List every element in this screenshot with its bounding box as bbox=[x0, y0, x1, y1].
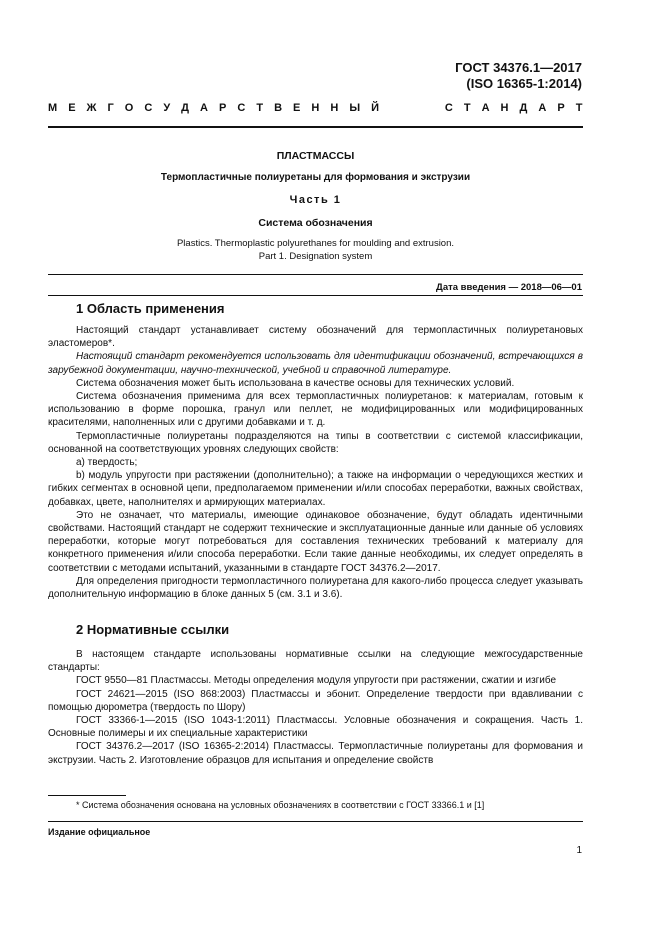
category-letter: Р bbox=[219, 102, 227, 114]
paragraph: Настоящий стандарт рекомендуется использовать для идентификации обозначений, встречающихся в зарубежной документации, научно-технической, учебной и справочной литературе. bbox=[48, 351, 583, 376]
category-letter: М bbox=[48, 102, 58, 114]
footnote: * Система обозначения основана на условных обозначениях в соответствии с ГОСТ 33366.1 и [1] bbox=[76, 800, 485, 810]
reference-item: ГОСТ 34376.2—2017 (ISO 16365-2:2014) Пластмассы. Термопластичные полиуретаны для формования и экструзии. Часть 2. Изготовление образцов для испытания и определение свойств bbox=[48, 741, 583, 766]
paragraph: b) модуль упругости при растяжении (дополнительно); а также на информации о чередующихся жестких и гибких сегментах в основной цепи, предполагаемом применении и/или способах переработки, важных свойствах, добавках, цвете, наполнителях и армирующих материалах. bbox=[48, 470, 583, 508]
reference-item: ГОСТ 9550—81 Пластмассы. Методы определения модуля упругости при растяжении, сжатии и изгибе bbox=[76, 675, 557, 687]
intro-date: Дата введения — 2018—06—01 bbox=[436, 282, 582, 293]
paragraph: Для определения пригодности термопластичного полиуретана для какого-либо процесса следует указывать дополнительную информацию в блоке данных 5 (см. 3.1 и 3.6). bbox=[48, 575, 583, 601]
standard-code bbox=[455, 60, 582, 92]
category-letter: Р bbox=[557, 102, 565, 114]
page-number: 1 bbox=[576, 845, 582, 856]
standard-category bbox=[48, 102, 583, 114]
section-heading: 1 Область применения bbox=[76, 301, 225, 316]
category-letter: Н bbox=[500, 102, 509, 114]
category-letter: Е bbox=[68, 102, 76, 114]
category-letter: С bbox=[444, 102, 454, 114]
paragraph: Термопластичные полиуретаны подразделяются на типы в соответствии с системой классификации, основанной на соответствующих уровнях следующих свойств: bbox=[48, 430, 583, 455]
date-divider bbox=[48, 295, 583, 296]
category-letter: В bbox=[274, 102, 283, 114]
section-body bbox=[48, 648, 583, 767]
category-letter: Н bbox=[330, 102, 339, 114]
category-letter: С bbox=[237, 102, 246, 114]
doc-part-title: Система обозначения bbox=[258, 217, 373, 229]
english-title-line: Part 1. Designation system bbox=[258, 251, 373, 262]
standard-code-iso: (ISO 16365-1:2014) bbox=[466, 76, 582, 91]
doc-english-title bbox=[48, 237, 583, 263]
paragraph: а) твердость; bbox=[76, 457, 138, 469]
paragraph: Настоящий стандарт устанавливает систему обозначений для термопластичных полиуретановых эластомеров*. bbox=[48, 325, 583, 350]
footnote-rule bbox=[48, 795, 126, 796]
category-letter: Д bbox=[181, 102, 190, 114]
category-letter: Ы bbox=[349, 102, 361, 114]
section-heading: 2 Нормативные ссылки bbox=[76, 622, 230, 637]
paragraph: Это не означает, что материалы, имеющие одинаковое обозначение, будут обладать идентичными свойствами. Настоящий стандарт не содержит технические и эксплуатационные данные или данные об условиях переработки, которые могут потребоваться для составления технических требований к материалу для конкретного применения и/или способа переработки. Если такие данные необходимы, их следует определять в соответствии с методами испытаний, указанными в стандарте ГОСТ 34376.2—2017. bbox=[48, 509, 583, 574]
edition-label: Издание официальное bbox=[48, 827, 151, 837]
category-letter: Ж bbox=[86, 102, 97, 114]
paragraph: Система обозначения может быть использована в качестве основы для технических условий. bbox=[76, 377, 515, 389]
category-letter: Д bbox=[519, 102, 528, 114]
doc-part: Часть 1 bbox=[289, 194, 342, 206]
category-letter: А bbox=[481, 102, 490, 114]
category-letter: Н bbox=[311, 102, 320, 114]
category-letter: Т bbox=[256, 102, 264, 114]
section-body bbox=[48, 324, 583, 601]
reference-item: ГОСТ 33366-1—2015 (ISO 1043-1:2011) Пластмассы. Условные обозначения и сокращения. Часть 1. Основные полимеры и их специальные характеристики bbox=[48, 715, 583, 740]
header-divider bbox=[48, 126, 583, 128]
category-letter: О bbox=[124, 102, 134, 114]
standard-code-gost: ГОСТ 34376.1—2017 bbox=[455, 60, 582, 75]
paragraph: В настоящем стандарте использованы нормативные ссылки на следующие межгосударственные стандарты: bbox=[48, 649, 583, 674]
category-gap bbox=[390, 102, 434, 114]
english-title-line: Plastics. Thermoplastic polyurethanes for moulding and extrusion. bbox=[176, 238, 455, 249]
category-letter: Й bbox=[371, 102, 380, 114]
footer-divider bbox=[48, 821, 583, 822]
category-letter: Е bbox=[293, 102, 301, 114]
category-letter: Т bbox=[575, 102, 583, 114]
doc-title: ПЛАСТМАССЫ bbox=[276, 150, 355, 162]
category-letter: С bbox=[144, 102, 153, 114]
category-letter: А bbox=[538, 102, 547, 114]
doc-subtitle: Термопластичные полиуретаны для формования и экструзии bbox=[160, 172, 471, 183]
category-letter: А bbox=[200, 102, 209, 114]
paragraph: Система обозначения применима для всех термопластичных полиуретанов: к материалам, готовым к использованию в форме порошка, гранул или пеллет, не модифицированных или модифицированных красителями, наполненных или с другими добавками и т. д. bbox=[48, 391, 583, 429]
reference-item: ГОСТ 24621—2015 (ISO 868:2003) Пластмассы и эбонит. Определение твердости при вдавливании с помощью дюрометра (твердость по Шору) bbox=[48, 688, 583, 713]
category-letter: Т bbox=[463, 102, 471, 114]
category-letter: Г bbox=[107, 102, 114, 114]
category-letter: У bbox=[163, 102, 171, 114]
title-divider bbox=[48, 274, 583, 275]
